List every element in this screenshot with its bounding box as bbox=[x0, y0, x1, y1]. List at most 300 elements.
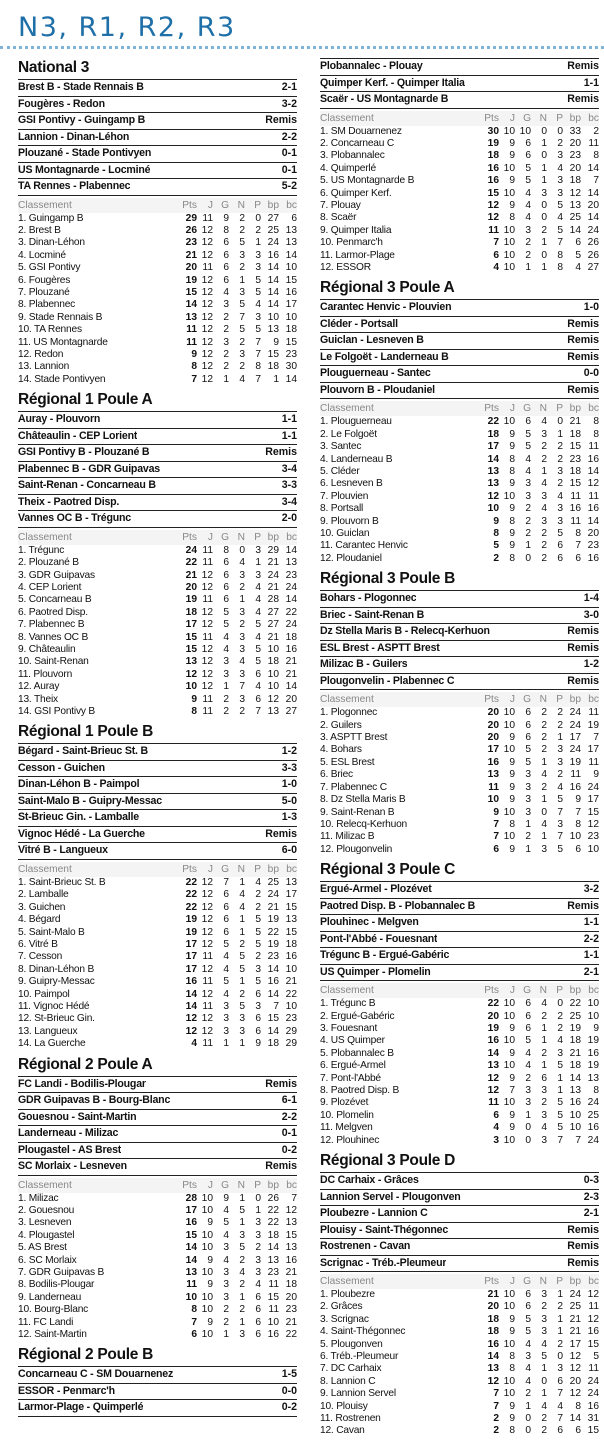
stat-cell: 12 bbox=[201, 619, 213, 631]
stat-cell: 21 bbox=[267, 581, 279, 593]
stat-cell: 4 bbox=[541, 1122, 547, 1134]
stat-cell: 5 bbox=[557, 224, 563, 236]
standings-header-row bbox=[320, 1274, 599, 1289]
standings-header-cell: P bbox=[547, 1274, 563, 1289]
stat-cell: 2 bbox=[239, 361, 245, 373]
stat-cell: 2 bbox=[557, 707, 563, 719]
stat-cell: 12 bbox=[201, 373, 213, 385]
stat-cell: 4 bbox=[525, 187, 531, 199]
team-name: 1. Trégunc B bbox=[320, 998, 376, 1010]
stat-cell: 4 bbox=[557, 1035, 563, 1047]
standings-row bbox=[18, 694, 297, 706]
league-section bbox=[18, 722, 297, 1050]
standings-row bbox=[320, 503, 599, 515]
stat-cell: 22 bbox=[487, 998, 499, 1010]
stat-cell: 9 bbox=[509, 199, 515, 211]
stat-cell: 9 bbox=[191, 693, 197, 705]
standings-header-cell: Pts bbox=[477, 983, 499, 998]
stat-cell: 3 bbox=[223, 656, 229, 668]
stat-cell: 8 bbox=[509, 1351, 515, 1363]
standings-row bbox=[18, 250, 297, 262]
stat-cell: 23 bbox=[285, 348, 297, 360]
standings-header-row bbox=[18, 862, 297, 877]
standings-header-cell: J bbox=[499, 111, 515, 126]
section-title: Régional 2 Poule B bbox=[18, 1346, 153, 1364]
stat-cell: 1 bbox=[239, 926, 245, 938]
standings-row bbox=[320, 732, 599, 744]
stat-cell: 10 bbox=[503, 125, 515, 137]
stat-cell: 2 bbox=[223, 693, 229, 705]
stat-cell: 2 bbox=[541, 441, 547, 453]
stat-cell: 25 bbox=[569, 1010, 581, 1022]
match-teams: US Quimper - Plomelin bbox=[320, 965, 431, 978]
team-name: 5. ESL Brest bbox=[320, 756, 375, 768]
team-name: 10. Saint-Renan bbox=[18, 656, 89, 668]
stat-cell: 4 bbox=[223, 643, 229, 655]
stat-cell: 24 bbox=[587, 224, 599, 236]
stat-cell: 11 bbox=[202, 544, 213, 556]
stat-cell: 15 bbox=[587, 1338, 599, 1350]
standings-header-cell: Pts bbox=[175, 530, 197, 545]
stat-cell: 3 bbox=[239, 1329, 245, 1341]
stat-cell: 20 bbox=[487, 719, 499, 731]
stat-cell: 4 bbox=[557, 490, 563, 502]
stat-cell: 16 bbox=[185, 1217, 197, 1229]
stat-cell: 5 bbox=[239, 951, 245, 963]
stat-cell: 11 bbox=[202, 262, 213, 274]
match-result bbox=[320, 914, 599, 931]
match-result bbox=[18, 793, 297, 810]
stat-cell: 9 bbox=[509, 503, 515, 515]
stat-cell: 27 bbox=[587, 261, 599, 273]
team-name: 10. TA Rennes bbox=[18, 324, 82, 336]
stat-cell: 12 bbox=[201, 224, 213, 236]
match-result bbox=[320, 1205, 599, 1222]
match-score: 3-3 bbox=[281, 479, 297, 492]
stat-cell: 2 bbox=[525, 831, 531, 843]
stat-cell: 6 bbox=[223, 889, 229, 901]
stat-cell: 10 bbox=[201, 1267, 213, 1278]
stat-cell: 24 bbox=[267, 569, 279, 581]
team-name: 11. Melgven bbox=[320, 1122, 373, 1134]
team-name: 5. Concarneau B bbox=[18, 594, 92, 606]
team-name: 11. Carantec Henvic bbox=[320, 540, 408, 552]
stat-cell: 21 bbox=[569, 416, 581, 428]
standings-row bbox=[18, 964, 297, 976]
team-name: 12. Redon bbox=[18, 348, 64, 360]
standings-row bbox=[320, 553, 599, 565]
stat-cell: 8 bbox=[223, 544, 229, 556]
stat-cell: 2 bbox=[223, 705, 229, 717]
stat-cell: 16 bbox=[587, 453, 599, 465]
match-result bbox=[320, 656, 599, 673]
stat-cell: 15 bbox=[587, 1425, 599, 1437]
stat-cell: 6 bbox=[525, 150, 531, 162]
stat-cell: 1 bbox=[557, 428, 563, 440]
stat-cell: 2 bbox=[541, 1301, 547, 1313]
stat-cell: 29 bbox=[267, 544, 279, 556]
standings-row bbox=[320, 175, 599, 187]
match-result bbox=[18, 1076, 297, 1093]
match-teams: Scaër - US Montagnarde B bbox=[320, 93, 449, 105]
stat-cell: 10 bbox=[503, 719, 515, 731]
stat-cell: 5 bbox=[525, 428, 531, 440]
stat-cell: 4 bbox=[541, 478, 547, 490]
stat-cell: 23 bbox=[569, 453, 581, 465]
match-result bbox=[18, 444, 297, 461]
standings-row bbox=[18, 951, 297, 963]
stat-cell: 8 bbox=[575, 1400, 581, 1412]
team-name: 9. Plouvorn B bbox=[320, 515, 379, 527]
stat-cell: 5 bbox=[239, 299, 245, 311]
stat-cell: 22 bbox=[185, 889, 197, 901]
stat-cell: 9 bbox=[207, 1254, 213, 1266]
stat-cell: 11 bbox=[588, 137, 599, 149]
standings-table bbox=[18, 198, 297, 387]
stat-cell: 2 bbox=[255, 1242, 261, 1254]
stat-cell: 7 bbox=[191, 1316, 197, 1328]
standings-row bbox=[18, 1001, 297, 1013]
stat-cell: 9 bbox=[509, 794, 515, 806]
match-result bbox=[18, 510, 297, 527]
stat-cell: 23 bbox=[285, 1013, 297, 1025]
stat-cell: 1 bbox=[557, 1084, 563, 1096]
stat-cell: 2 bbox=[239, 938, 245, 950]
stat-cell: 16 bbox=[487, 162, 499, 174]
league-section bbox=[18, 58, 297, 386]
match-score: Remis bbox=[265, 1077, 297, 1090]
standings-header-cell: Classement bbox=[18, 1178, 175, 1193]
stat-cell: 7 bbox=[557, 237, 563, 249]
stat-cell: 13 bbox=[285, 237, 297, 249]
match-teams: Vignoc Hédé - La Guerche bbox=[18, 827, 145, 840]
stat-cell: 11 bbox=[202, 631, 213, 643]
stat-cell: 7 bbox=[493, 1388, 499, 1400]
stat-cell: 9 bbox=[207, 1316, 213, 1328]
page-title: N3, R1, R2, R3 bbox=[18, 12, 236, 43]
standings-header-cell: G bbox=[515, 1274, 531, 1289]
stat-cell: 9 bbox=[509, 478, 515, 490]
stat-cell: 11 bbox=[588, 756, 599, 768]
stat-cell: 16 bbox=[569, 781, 581, 793]
stat-cell: 6 bbox=[223, 262, 229, 274]
standings-header-cell: bp bbox=[261, 862, 279, 877]
standings-row bbox=[320, 831, 599, 843]
stat-cell: 8 bbox=[557, 249, 563, 261]
stat-cell: 5 bbox=[525, 1035, 531, 1047]
team-name: 5. AS Brest bbox=[18, 1242, 67, 1254]
stat-cell: 1 bbox=[557, 732, 563, 744]
team-name: 13. Theix bbox=[18, 693, 58, 705]
match-teams: Cléder - Portsall bbox=[320, 317, 398, 330]
standings-row bbox=[320, 794, 599, 806]
stat-cell: 0 bbox=[557, 125, 563, 137]
stat-cell: 3 bbox=[239, 1229, 245, 1241]
stat-cell: 19 bbox=[267, 914, 279, 926]
stat-cell: 8 bbox=[509, 818, 515, 830]
match-teams: Scrignac - Tréb.-Pleumeur bbox=[320, 1256, 447, 1269]
team-name: 6. Paotred Disp. bbox=[18, 606, 88, 618]
stat-cell: 16 bbox=[285, 286, 297, 298]
stat-cell: 10 bbox=[503, 1289, 515, 1300]
team-name: 6. Vitré B bbox=[18, 938, 58, 950]
match-score: Remis bbox=[567, 899, 599, 912]
stat-cell: 25 bbox=[569, 1301, 581, 1313]
standings-row bbox=[320, 150, 599, 162]
stat-cell: 30 bbox=[487, 125, 499, 137]
stat-cell: 13 bbox=[285, 557, 297, 569]
stat-cell: 24 bbox=[285, 581, 297, 593]
match-score: Remis bbox=[265, 446, 297, 459]
league-section bbox=[320, 1151, 599, 1438]
standings-row bbox=[320, 262, 599, 274]
standings-header-cell: P bbox=[547, 983, 563, 998]
stat-cell: 12 bbox=[201, 606, 213, 618]
standings-header-cell: N bbox=[229, 530, 245, 545]
stat-cell: 8 bbox=[593, 416, 599, 428]
standings-row bbox=[18, 1217, 297, 1229]
stat-cell: 2 bbox=[541, 744, 547, 756]
standings-header-cell: J bbox=[197, 198, 213, 213]
match-score: 3-4 bbox=[281, 462, 297, 475]
stat-cell: 5 bbox=[255, 926, 261, 938]
team-name: 11. Vignoc Hédé bbox=[18, 1000, 90, 1012]
stat-cell: 7 bbox=[593, 175, 599, 187]
stat-cell: 4 bbox=[493, 261, 499, 273]
results-list bbox=[320, 58, 599, 109]
league-section bbox=[18, 390, 297, 718]
standings-row bbox=[320, 1073, 599, 1085]
team-name: 3. GDR Guipavas bbox=[18, 569, 95, 581]
standings-row bbox=[320, 1097, 599, 1109]
team-name: 2. Ergué-Gabéric bbox=[320, 1010, 395, 1022]
stat-cell: 18 bbox=[487, 428, 499, 440]
stat-cell: 4 bbox=[223, 951, 229, 963]
team-name: 6. Lesneven B bbox=[320, 478, 383, 490]
match-score: 1-4 bbox=[583, 592, 599, 605]
standings-row bbox=[18, 1026, 297, 1038]
team-name: 10. Plouisy bbox=[320, 1400, 368, 1412]
stat-cell: 8 bbox=[191, 361, 197, 373]
stat-cell: 1 bbox=[525, 1400, 531, 1412]
results-list bbox=[18, 411, 297, 528]
stat-cell: 10 bbox=[267, 668, 279, 680]
match-teams: Saint-Malo B - Guipry-Messac bbox=[18, 794, 162, 807]
standings-row bbox=[18, 644, 297, 656]
stat-cell: 10 bbox=[519, 125, 531, 137]
stat-cell: 9 bbox=[509, 1072, 515, 1084]
match-result bbox=[320, 382, 599, 399]
stat-cell: 12 bbox=[201, 1025, 213, 1037]
stat-cell: 7 bbox=[509, 1084, 515, 1096]
team-name: 12. Cavan bbox=[320, 1425, 365, 1437]
stat-cell: 9 bbox=[191, 348, 197, 360]
stat-cell: 6 bbox=[493, 1109, 499, 1121]
stat-cell: 6 bbox=[575, 237, 581, 249]
stat-cell: 22 bbox=[267, 1217, 279, 1229]
stat-cell: 3 bbox=[223, 1000, 229, 1012]
match-result bbox=[18, 1092, 297, 1109]
stat-cell: 3 bbox=[557, 818, 563, 830]
stat-cell: 22 bbox=[569, 998, 581, 1010]
match-result bbox=[320, 623, 599, 640]
stat-cell: 10 bbox=[587, 1010, 599, 1022]
standings-row bbox=[320, 1023, 599, 1035]
stat-cell: 17 bbox=[587, 744, 599, 756]
stat-cell: 2 bbox=[223, 1304, 229, 1316]
stat-cell: 10 bbox=[267, 1316, 279, 1328]
stat-cell: 5 bbox=[239, 1204, 245, 1216]
stat-cell: 5 bbox=[525, 441, 531, 453]
stat-cell: 21 bbox=[285, 1316, 297, 1328]
stat-cell: 11 bbox=[588, 441, 599, 453]
match-result bbox=[18, 809, 297, 826]
stat-cell: 1 bbox=[239, 274, 245, 286]
stat-cell: 9 bbox=[509, 540, 515, 552]
stat-cell: 9 bbox=[593, 1022, 599, 1034]
standings-header-cell: Classement bbox=[320, 111, 477, 126]
stat-cell: 22 bbox=[185, 876, 197, 888]
standings-row bbox=[320, 1376, 599, 1388]
stat-cell: 16 bbox=[587, 552, 599, 564]
standings-header-cell: Pts bbox=[477, 111, 499, 126]
stat-cell: 15 bbox=[185, 631, 197, 643]
stat-cell: 13 bbox=[285, 876, 297, 888]
stat-cell: 5 bbox=[223, 606, 229, 618]
team-name: 2. Lamballe bbox=[18, 889, 69, 901]
stat-cell: 14 bbox=[487, 453, 499, 465]
standings-row bbox=[320, 819, 599, 831]
stat-cell: 4 bbox=[557, 1400, 563, 1412]
stat-cell: 3 bbox=[557, 744, 563, 756]
results-list bbox=[320, 590, 599, 690]
stat-cell: 3 bbox=[255, 1254, 261, 1266]
stat-cell: 6 bbox=[255, 693, 261, 705]
stat-cell: 15 bbox=[285, 901, 297, 913]
stat-cell: 4 bbox=[239, 373, 245, 385]
stat-cell: 10 bbox=[201, 1291, 213, 1303]
stat-cell: 0 bbox=[541, 1375, 547, 1387]
standings-row bbox=[320, 707, 599, 719]
section-title: Régional 3 Poule C bbox=[320, 861, 455, 879]
match-score: 0-1 bbox=[281, 163, 297, 176]
match-score: Remis bbox=[567, 1256, 599, 1269]
stat-cell: 3 bbox=[541, 1313, 547, 1325]
stat-cell: 2 bbox=[525, 528, 531, 540]
standings-row bbox=[320, 1401, 599, 1413]
stat-cell: 10 bbox=[503, 998, 515, 1010]
stat-cell: 6 bbox=[223, 914, 229, 926]
match-teams: Lannion - Dinan-Léhon bbox=[18, 130, 130, 143]
standings-row bbox=[320, 1326, 599, 1338]
stat-cell: 12 bbox=[201, 876, 213, 888]
stat-cell: 11 bbox=[488, 224, 499, 236]
match-teams: Bohars - Plogonnec bbox=[320, 592, 417, 605]
stat-cell: 19 bbox=[587, 719, 599, 731]
stat-cell: 0 bbox=[541, 125, 547, 137]
team-name: 4. Locminé bbox=[18, 249, 66, 261]
stat-cell: 7 bbox=[557, 1388, 563, 1400]
match-teams: Paotred Disp. B - Plobannalec B bbox=[320, 899, 476, 912]
stat-cell: 5 bbox=[593, 1351, 599, 1363]
standings-row bbox=[18, 349, 297, 361]
team-name: 11. Rostrenen bbox=[320, 1413, 381, 1425]
stat-cell: 31 bbox=[587, 1413, 599, 1425]
match-score: 0-0 bbox=[583, 367, 599, 380]
stat-cell: 10 bbox=[185, 1291, 197, 1303]
stat-cell: 12 bbox=[201, 299, 213, 311]
stat-cell: 19 bbox=[185, 594, 197, 606]
match-teams: Dinan-Léhon B - Paimpol bbox=[18, 778, 140, 791]
standings-row bbox=[320, 540, 599, 552]
standings-row bbox=[320, 138, 599, 150]
standings-header-cell: Pts bbox=[175, 198, 197, 213]
team-name: 6. SC Morlaix bbox=[18, 1254, 77, 1266]
match-score: Remis bbox=[265, 114, 297, 126]
match-result bbox=[18, 1109, 297, 1126]
standings-header-cell: J bbox=[197, 1178, 213, 1193]
stat-cell: 6 bbox=[493, 249, 499, 261]
stat-cell: 2 bbox=[525, 1388, 531, 1400]
stat-cell: 3 bbox=[223, 668, 229, 680]
stat-cell: 16 bbox=[587, 1122, 599, 1134]
title-dotted-rule bbox=[0, 46, 604, 49]
stat-cell: 7 bbox=[593, 732, 599, 744]
stat-cell: 14 bbox=[267, 963, 279, 975]
standings-header-cell: bp bbox=[563, 1274, 581, 1289]
team-name: 2. Plouzané B bbox=[18, 557, 79, 569]
stat-cell: 17 bbox=[285, 299, 297, 311]
match-teams: Briec - Saint-Renan B bbox=[320, 608, 425, 621]
stat-cell: 17 bbox=[185, 1204, 197, 1216]
stat-cell: 18 bbox=[285, 324, 297, 336]
match-teams: Rostrenen - Cavan bbox=[320, 1240, 411, 1252]
stat-cell: 1 bbox=[223, 1038, 229, 1050]
standings-row bbox=[18, 1267, 297, 1279]
stat-cell: 4 bbox=[557, 781, 563, 793]
stat-cell: 0 bbox=[239, 544, 245, 556]
stat-cell: 21 bbox=[285, 668, 297, 680]
stat-cell: 11 bbox=[202, 705, 213, 717]
standings-table bbox=[320, 111, 599, 275]
stat-cell: 6 bbox=[223, 594, 229, 606]
stat-cell: 1 bbox=[541, 794, 547, 806]
standings-header-cell: bc bbox=[279, 862, 297, 877]
stat-cell: 19 bbox=[185, 914, 197, 926]
stat-cell: 9 bbox=[509, 1413, 515, 1425]
stat-cell: 10 bbox=[285, 262, 297, 274]
standings-row bbox=[320, 1035, 599, 1047]
stat-cell: 21 bbox=[185, 249, 197, 261]
stat-cell: 5 bbox=[255, 914, 261, 926]
team-name: 9. Lannion Servel bbox=[320, 1388, 396, 1400]
standings-header-cell: P bbox=[245, 198, 261, 213]
standings-header-row bbox=[320, 111, 599, 126]
stat-cell: 3 bbox=[239, 606, 245, 618]
match-teams: Plabennec B - GDR Guipavas bbox=[18, 462, 160, 475]
stat-cell: 9 bbox=[593, 769, 599, 781]
standings-row bbox=[320, 1011, 599, 1023]
stat-cell: 20 bbox=[569, 137, 581, 149]
stat-cell: 7 bbox=[255, 705, 261, 717]
standings-row bbox=[18, 1038, 297, 1050]
stat-cell: 11 bbox=[570, 769, 581, 781]
match-teams: Dz Stella Maris B - Relecq-Kerhuon bbox=[320, 625, 490, 638]
match-score: 1-1 bbox=[281, 429, 297, 442]
stat-cell: 14 bbox=[185, 1000, 197, 1012]
stat-cell: 3 bbox=[541, 843, 547, 855]
match-teams: Cesson - Guichen bbox=[18, 761, 105, 774]
